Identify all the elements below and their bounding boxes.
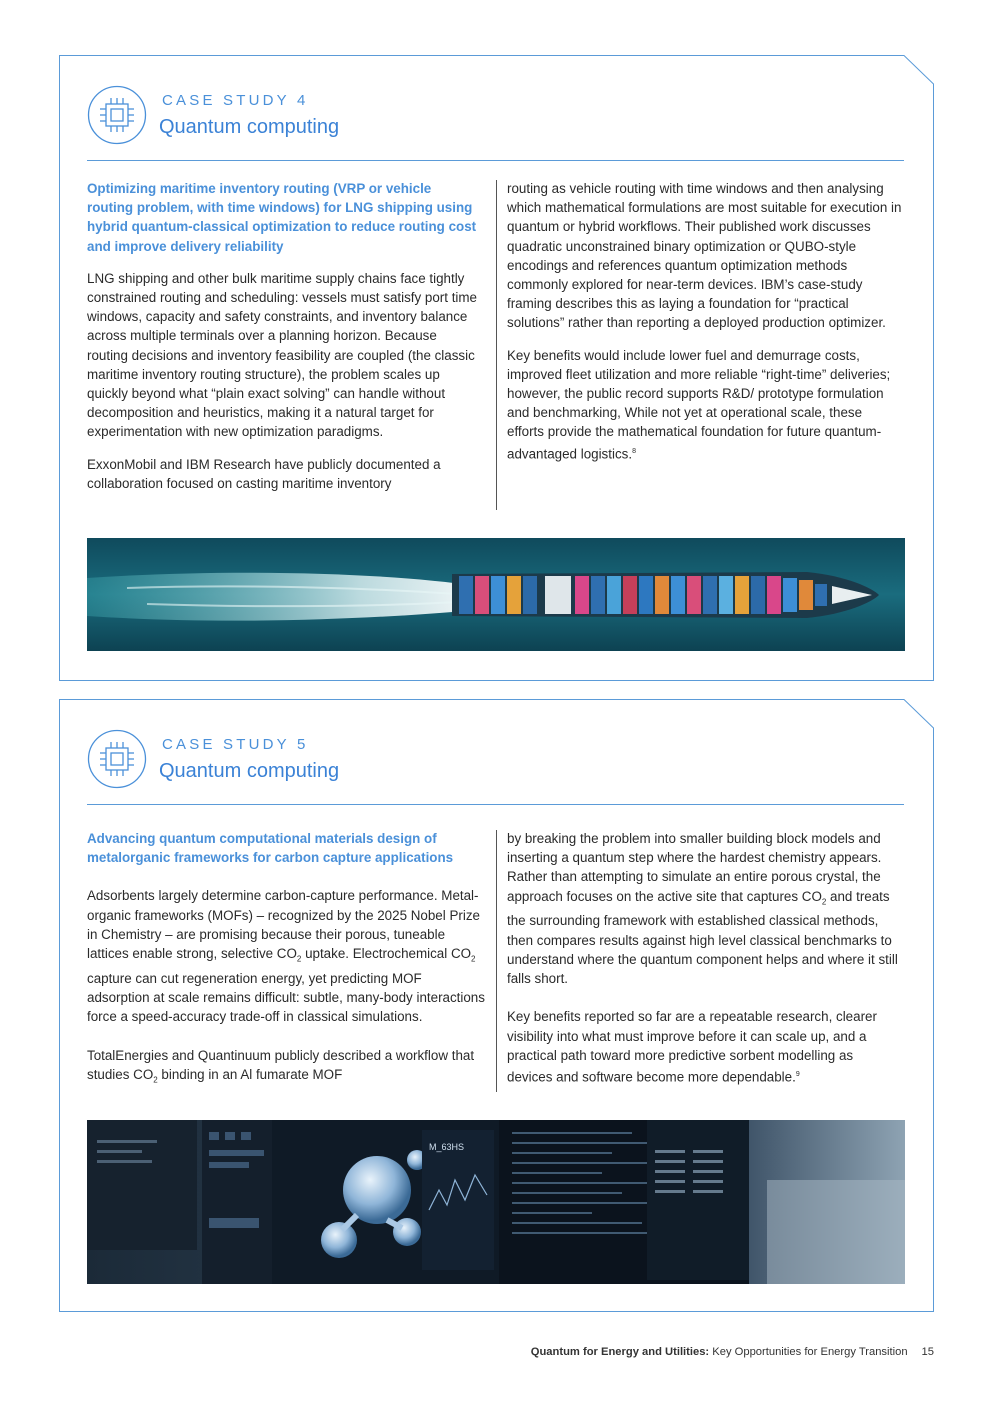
quantum-chip-icon [87, 729, 147, 789]
reference-number: 8 [632, 447, 636, 455]
case-study-4-card [59, 55, 934, 681]
case-study-title: Quantum computing [159, 116, 340, 138]
footer-title-bold: Quantum for Energy and Utilities: [530, 1346, 710, 1358]
lead-paragraph: Optimizing maritime inventory routing (VRP or vehicle routing problem, with time windows) for LNG shipping using hybrid quantum-classical optimization to reduce routing cost and improve delivery reliability [87, 181, 477, 254]
left-column [87, 179, 477, 506]
body-paragraph: LNG shipping and other bulk maritime supply chains face tightly constrained routing and scheduling: vessels must satisfy port time windows, capacity and safety constraints, and inventory balance across multiple terminals over a planning horizon. Because routing decisions and inventory feasibility are coupled (the classic maritime inventory routing structure), the problem scales up quickly beyond what “plain exact solving” can handle without decomposition and heuristics, making it a natural target for experimentation with new optimization paradigms. [87, 270, 478, 440]
body-paragraph: by breaking the problem into smaller building block models and inserting a quantum step where the hardest chemistry appears. Rather than attempting to simulate an entire porous crystal, the approach focuses on the active site that captures $CO_2$ and treats the surrounding framework with established classical methods, then compares results against high level classical benchmarks to understand where the quantum component helps and where it still falls short. [507, 831, 898, 987]
case-study-5-card [59, 699, 934, 1312]
title-rule [87, 160, 904, 161]
page-footer [531, 1346, 934, 1358]
right-column [507, 829, 902, 1100]
screen-label: M_63HS [429, 1142, 465, 1152]
body-paragraph: TotalEnergies and Quantinuum publicly described a workflow that studies $CO_2$ binding in an Al fumarate MOF [87, 1047, 475, 1085]
column-divider [496, 180, 497, 510]
reference-number: 9 [795, 1070, 800, 1078]
body-paragraph: Key benefits reported so far are a repeatable research, clearer visibility into what must improve before it can scale up, and a practical path toward more predictive sorbent modelling as devices and software become more dependable.$^9$ [507, 1009, 877, 1085]
quantum-chip-icon [87, 85, 147, 145]
right-column [507, 179, 902, 476]
body-paragraph: routing as vehicle routing with time windows and then analysing which mathematical formulations are most suitable for execution in quantum or hybrid workflows. Their published work discusses quadratic unconstrained binary optimization or QUBO-style encodings and references quantum optimization methods commonly explored for near-term devices. IBM’s case-study framing describes this as laying a foundation for “practical solutions” rather than reporting a deployed production optimizer. [507, 181, 902, 331]
left-column [87, 829, 485, 1103]
lead-paragraph: Advancing quantum computational materials design of metalorganic frameworks for carbon capture applications [87, 831, 454, 866]
case-study-label: CASE STUDY 4 [162, 92, 309, 109]
case-study-title: Quantum computing [159, 760, 340, 782]
body-paragraph: Adsorbents largely determine carbon-capture performance. Metal-organic frameworks (MOFs) – recognized by the 2025 Nobel Prize in Chemistry – are promising because their porous, tuneable lattices enable strong, selective $CO_2$ uptake. Electrochemical $CO_2$ capture can cut regeneration energy, yet predicting MOF adsorption at scale remains difficult: subtle, many-body interactions force a speed-accuracy trade-off in classical simulations. [87, 888, 485, 1025]
body-paragraph: ExxonMobil and IBM Research have publicly documented a collaboration focused on casting maritime inventory [87, 456, 441, 491]
body-paragraph: Key benefits would include lower fuel and demurrage costs, improved fleet utilization and more reliable “right-time” deliveries; however, the public record supports R&D/ prototype formulation and benchmarking, While not yet at operational scale, these efforts provide the mathematical foundation for future quantum-advantaged logistics.$^8$ [507, 347, 891, 462]
container-ship-photo [87, 538, 905, 651]
footer-title-rest: Key Opportunities for Energy Transition [709, 1346, 908, 1358]
case-study-label: CASE STUDY 5 [162, 736, 309, 753]
page-number: 15 [921, 1346, 934, 1358]
title-rule [87, 804, 904, 805]
column-divider [496, 830, 497, 1092]
molecular-simulation-photo [87, 1120, 905, 1284]
